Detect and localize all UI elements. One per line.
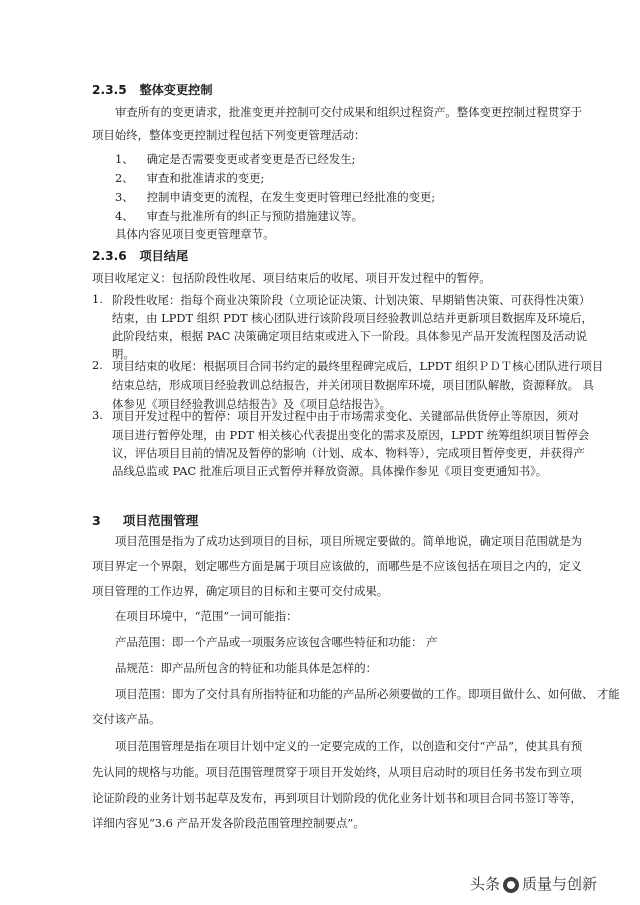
list-item [115,170,264,186]
paragraph-line: 先认同的规格与功能。项目范围管理贯穿于项目开发始终，从项目启动时的项目任务书发布到立项 [92,765,582,779]
section-title: 项目范围管理 [122,513,199,528]
paragraph-line: 交付该产品。 [92,712,161,726]
list-text-line: 明。 [112,347,135,361]
list-text-line: 项目进行暂停处理，由 PDT 相关核心代表提出变化的需求及原因，LPDT 统筹组织项目暂停会 [112,428,590,442]
list-number: 1. [92,292,103,306]
list-number: 2. [92,358,103,372]
paragraph-line: 产品范围：即一个产品或一项服务应该包含哪些特征和功能： 产 [115,635,438,649]
list-item [115,189,435,205]
section-2-3-6-heading [92,247,188,264]
section-title: 项目结尾 [139,249,189,263]
list-text-line: 项目结束的收尾：根据项目合同书约定的最终里程碑完成后，LPDT 组织ＰＤＴ核心团队进行项目 [112,359,604,373]
watermark-prefix: 头条 [470,875,501,893]
section-3-heading [92,510,198,529]
at-icon [503,877,519,893]
list-text-line: 结束，由 LPDT 组织 PDT 核心团队进行该阶段项目经验教训总结并更新项目数据库及环境后， [112,311,593,325]
paragraph-line: 项目界定一个界限，划定哪些方面是属于项目应该做的，而哪些是不应该包括在项目之内的，定义 [92,559,582,573]
list-item [115,208,363,224]
watermark-brand: 质量与创新 [522,875,598,893]
list-number: 1、 [115,152,134,166]
paragraph-line: 项目范围：即为了交付具有所指特征和功能的产品所必须要做的工作。即项目做什么、如何做、 才能 [115,687,620,701]
list-number: 4、 [115,209,134,223]
paragraph-line: 项目收尾定义：包括阶段性收尾、项目结束后的收尾、项目开发过程中的暂停。 [92,271,491,285]
paragraph-line: 项目范围是指为了成功达到项目的目标，项目所规定要做的。简单地说，确定项目范围就是为 [115,534,583,548]
list-number: 2、 [115,171,134,185]
list-text: 控制申请变更的流程，在发生变更时管理已经批准的变更; [146,190,436,204]
list-text-line: 项目开发过程中的暂停：项目开发过程中由于市场需求变化、关键部品供货停止等原因，须对 [112,409,580,423]
paragraph-line: 项目管理的工作边界，确定项目的目标和主要可交付成果。 [92,584,389,598]
list-text: 审查和批准请求的变更; [146,171,265,185]
section-2-3-5-heading [92,81,213,98]
paragraph-line: 品规范：即产品所包含的特征和功能具体是怎样的： [115,661,377,675]
section-number: 3 [92,513,101,528]
section-title: 整体变更控制 [139,83,213,97]
list-text-line: 阶段性收尾：指每个商业决策阶段（立项论证决策、计划决策、早期销售决策、可获得性决策） [112,293,591,307]
paragraph-line: 论证阶段的业务计划书起草及发布，再到项目计划阶段的优化业务计划书和项目合同书签订等等， [92,791,582,805]
paragraph-line: 详细内容见“3.6 产品开发各阶段范围管理控制要点”。 [92,816,365,830]
watermark [470,873,597,894]
list-text-line: 此阶段结束，根据 PAC 决策确定项目结束或进入下一阶段。具体参见产品开发流程图及活动说 [112,329,588,343]
paragraph-line: 项目范围管理是指在项目计划中定义的一定要完成的工作，以创造和交付“产品”，使其具有预 [115,739,583,753]
list-number: 3. [92,408,103,422]
paragraph-line: 审查所有的变更请求，批准变更并控制可交付成果和组织过程资产。整体变更控制过程贯穿于 [115,105,583,119]
list-text-line: 结束总结，形成项目经验教训总结报告，并关闭项目数据库环境，项目团队解散，资源释放。 具 [112,378,595,392]
paragraph-line: 具体内容见项目变更管理章节。 [115,227,275,241]
list-item [115,151,356,167]
list-number: 3、 [115,190,134,204]
section-number: 2.3.6 [92,249,127,263]
list-text-line: 体参见《项目经验教训总结报告》及《项目总结报告》。 [112,397,392,411]
list-text: 审查与批准所有的纠正与预防措施建议等。 [146,209,364,223]
list-text: 确定是否需要变更或者变更是否已经发生; [146,152,356,166]
paragraph-line: 在项目环境中，“范围”一词可能指： [115,609,298,623]
section-number: 2.3.5 [92,83,127,97]
list-text-line: 品线总监或 PAC 批准后项目正式暂停并释放资源。具体操作参见《项目变更通知书》。 [112,464,548,478]
list-text-line: 议，评估项目目前的情况及暂停的影响（计划、成本、物料等），完成项目暂停变更，并获得产 [112,446,585,460]
paragraph-line: 项目始终，整体变更控制过程包括下列变更管理活动： [92,128,366,142]
